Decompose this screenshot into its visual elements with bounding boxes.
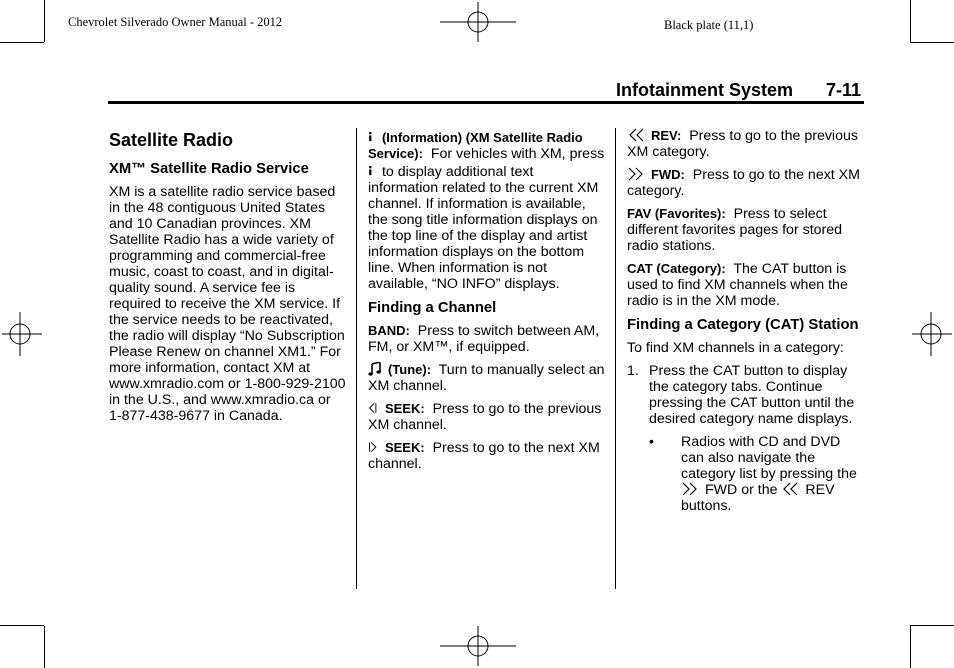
rev-text: Press to go to the previous XM category.: [627, 128, 858, 160]
crop-mark: [910, 42, 954, 43]
seek-forward-label: SEEK:: [384, 440, 425, 455]
section-heading: Finding a Category (CAT) Station: [627, 317, 859, 333]
header-rule: [108, 101, 864, 104]
info-text-b: to display additional text information related to the current XM channel. If information is available, the song title information displays on the top line of the display and artist information displays on the bottom line. When information is not available, “NO INFO” displays.: [368, 164, 599, 292]
info-icon: [368, 128, 376, 144]
bullet-text-a: Radios with CD and DVD can also navigate the category list by pressing the: [681, 434, 857, 482]
tune-text: Turn to manually select an XM channel.: [368, 362, 605, 394]
print-header-left: Chevrolet Silverado Owner Manual - 2012: [68, 15, 283, 29]
body-paragraph: XM is a satellite radio service based in the 48 contiguous United States and 10 Canadian provinces. XM Satellite Radio has a wide variety of programming and commercial-free music, coast to coast, and in digital-quality sound. A service fee is required to receive the XM service. If the service needs to be reactivated, the radio will display “No Subscription Please Renew on channel XM1.” For more information, contact XM at www.xmradio.com or 1-800-929-2100 in the U.S., and www.xmradio.ca or 1-877-438-9677 in Canada.: [109, 184, 346, 424]
seek-back-label: SEEK:: [384, 401, 425, 416]
crop-mark: [44, 0, 45, 42]
seek-back-text: Press to go to the previous XM channel.: [368, 401, 602, 433]
fast-forward-icon: [681, 482, 699, 496]
seek-forward-paragraph: [368, 440, 606, 472]
bullet-fwd: FWD or the: [704, 482, 778, 498]
step-number: 1.: [627, 363, 639, 379]
bullet-rev: REV: [805, 482, 835, 498]
cat-label: CAT (Category):: [627, 261, 726, 276]
band-text: Press to switch between AM, FM, or XM™, if equipped.: [368, 323, 600, 355]
page-number: 7-11: [826, 80, 862, 100]
tune-paragraph: [368, 362, 606, 394]
article-title: Satellite Radio: [109, 130, 234, 150]
bullet-end: buttons.: [681, 498, 732, 514]
band-label: BAND:: [368, 323, 410, 338]
seek-back-icon: [368, 401, 379, 415]
crop-mark: [910, 0, 911, 42]
step-text: Press the CAT button to display the category tabs. Continue pressing the CAT button until the desired category name displays.: [649, 363, 855, 427]
crop-mark: [910, 626, 911, 668]
cat-paragraph: [627, 261, 867, 309]
seek-forward-icon: [368, 440, 379, 454]
band-paragraph: [368, 323, 606, 355]
column-3: [627, 128, 867, 514]
section-title: Infotainment System: [616, 80, 794, 100]
registration-mark-left: [2, 312, 42, 356]
bullet-text: [681, 434, 867, 514]
seek-back-paragraph: [368, 401, 606, 433]
section-heading: Finding a Channel: [368, 300, 497, 316]
column-1: [109, 128, 347, 431]
crop-mark: [910, 625, 954, 626]
bullet-item: [649, 434, 867, 514]
info-text-a: For vehicles with XM, press: [430, 146, 605, 162]
numbered-step: [627, 363, 867, 427]
column-2: [368, 128, 606, 479]
music-note-icon: [368, 362, 382, 376]
registration-mark-bottom: [440, 626, 516, 666]
tune-label: (Tune):: [387, 362, 432, 377]
crop-mark: [0, 42, 44, 43]
fav-text: Press to select different favorites pages for stored radio stations.: [627, 206, 843, 254]
bullet-symbol: •: [649, 434, 654, 450]
info-paragraph: [368, 128, 606, 292]
fav-paragraph: [627, 206, 867, 254]
print-header-right: Black plate (11,1): [664, 18, 754, 32]
fwd-text: Press to go to the next XM category.: [627, 167, 860, 199]
crop-mark: [0, 625, 44, 626]
fwd-paragraph: [627, 167, 867, 199]
cat-text: The CAT button is used to find XM channels when the radio is in the XM mode.: [627, 261, 848, 309]
column-divider: [356, 128, 357, 589]
article-subtitle: XM™ Satellite Radio Service: [109, 161, 309, 177]
fav-label: FAV (Favorites):: [627, 206, 726, 221]
rev-label: REV:: [650, 128, 682, 143]
rewind-icon: [627, 128, 645, 142]
seek-forward-text: Press to go to the next XM channel.: [368, 440, 600, 472]
intro-paragraph: To find XM channels in a category:: [627, 340, 844, 356]
info-icon: [368, 162, 376, 178]
registration-mark-top: [440, 2, 516, 42]
crop-mark: [44, 626, 45, 668]
rewind-icon: [781, 482, 799, 496]
fwd-label: FWD:: [650, 167, 685, 182]
info-label: (Information) (XM Satellite Radio Service):: [368, 130, 583, 161]
rev-paragraph: [627, 128, 867, 160]
fast-forward-icon: [627, 167, 645, 181]
registration-mark-right: [912, 312, 952, 356]
column-divider: [615, 128, 616, 589]
